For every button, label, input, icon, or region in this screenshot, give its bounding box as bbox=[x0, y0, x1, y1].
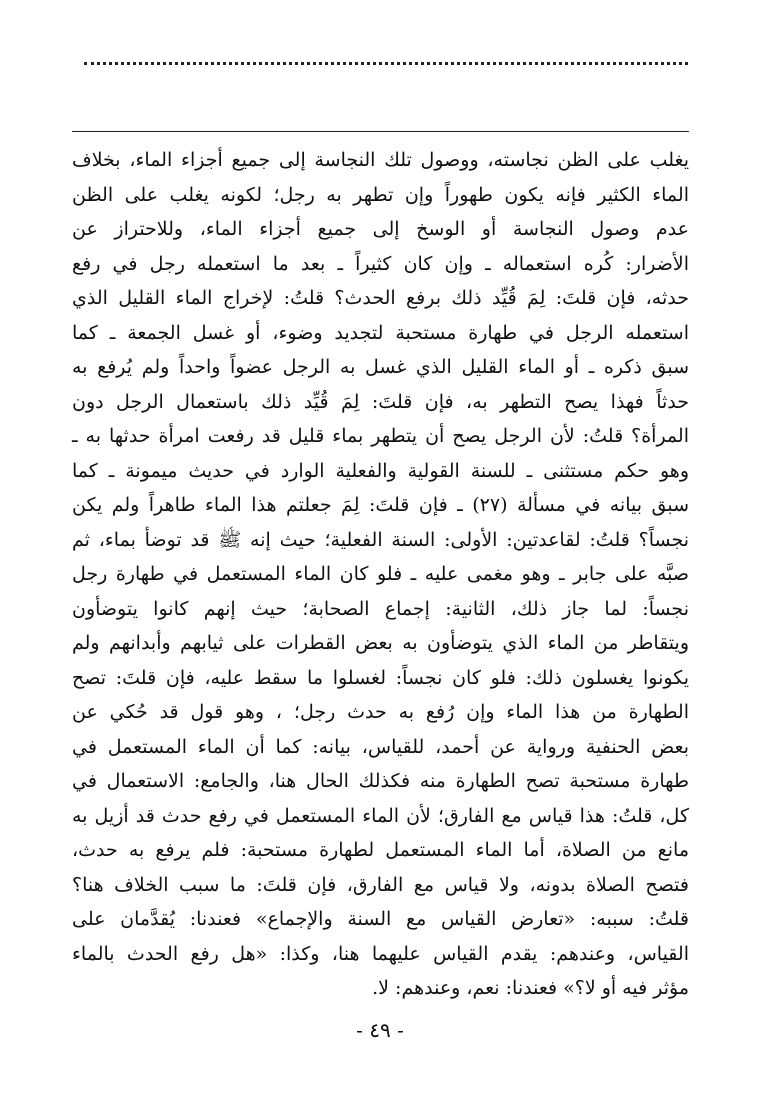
text-line: كل، قلتُ: هذا قياس مع الفارق؛ لأن الماء المستعمل في رفع حدث قد أزيل به bbox=[72, 804, 689, 827]
header-dotted-rule bbox=[84, 62, 688, 65]
text-line: قلتُ: سببه: «تعارض القياس مع السنة والإجماع» فعندنا: يُقدَّمان على bbox=[72, 908, 689, 930]
text-line: مانع من الصلاة، أما الماء المستعمل لطهارة مستحبة: فلم يرفع به حدث، bbox=[72, 839, 689, 861]
text-line: نجساً: لما جاز ذلك، الثانية: إجماع الصحابة؛ حيث إنهم كانوا يتوضأون bbox=[72, 597, 689, 620]
text-line: وهو حكم مستثنى ـ للسنة القولية والفعلية الوارد في حديث ميمونة ـ كما bbox=[72, 459, 689, 482]
body-text bbox=[72, 143, 689, 1006]
text-line: حدثه، فإن قلتَ: لِمَ قُيِّد ذلك برفع الحدث؟ قلتُ: لإخراج الماء القليل الذي bbox=[72, 287, 689, 309]
text-line: طهارة مستحبة تصح الطهارة منه فكذلك الحال هنا، والجامع: الاستعمال في bbox=[72, 770, 689, 792]
text-line: الأضرار: كُره استعماله ـ وإن كان كثيراً ـ بعد ما استعمله رجل في رفع bbox=[72, 252, 689, 275]
text-line: مؤثر فيه أو لا؟» فعندنا: نعم، وعندهم: لا. bbox=[372, 977, 689, 999]
text-line: بعض الحنفية ورواية عن أحمد، للقياس، بيانه: كما أن الماء المستعمل في bbox=[72, 735, 689, 758]
header-separator-rule bbox=[72, 131, 689, 132]
text-line: فتصح الصلاة بدونه، ولا قياس مع الفارق، فإن قلتَ: ما سبب الخلاف هنا؟ bbox=[72, 873, 689, 896]
page-number: - ٤٩ - bbox=[356, 1018, 404, 1042]
text-line: حدثاً فهذا يصح التطهر به، فإن قلتَ: لِمَ قُيِّد ذلك باستعمال الرجل دون bbox=[72, 390, 689, 413]
text-line: القياس، وعندهم: يقدم القياس عليهما هنا، وكذا: «هل رفع الحدث بالماء bbox=[72, 942, 689, 965]
text-line: يكونوا يغسلون ذلك: فلو كان نجساً: لغسلوا ما سقط عليه، فإن قلتَ: تصح bbox=[72, 666, 689, 689]
text-line: سبق ذكره ـ أو الماء القليل الذي غسل به الرجل عضواً واحداً ولم يُرفع به bbox=[72, 356, 689, 378]
text-line: يغلب على الظن نجاسته، ووصول تلك النجاسة إلى جميع أجزاء الماء، بخلاف bbox=[72, 149, 689, 171]
text-line: المرأة؟ قلتُ: لأن الرجل يصح أن يتطهر بماء قليل قد رفعت امرأة حدثها به ـ bbox=[72, 425, 689, 447]
text-line: استعمله الرجل في طهارة مستحبة لتجديد وضوء، أو غسل الجمعة ـ كما bbox=[72, 321, 689, 344]
text-line: ويتقاطر من الماء الذي يتوضأون به بعض القطرات على ثيابهم وأبدانهم ولم bbox=[72, 632, 689, 654]
text-line: نجساً؟ قلتُ: لقاعدتين: الأولى: السنة الفعلية؛ حيث إنه ﷺ قد توضأ بماء، ثم bbox=[72, 528, 689, 551]
text-line: الطهارة من هذا الماء وإن رُفع به حدث رجل؛ ، وهو قول قد حُكي عن bbox=[72, 701, 689, 723]
text-line: صبَّه على جابر ـ وهو مغمى عليه ـ فلو كان الماء المستعمل في طهارة رجل bbox=[72, 563, 689, 585]
text-line: عدم وصول النجاسة أو الوسخ إلى جميع أجزاء الماء، وللاحتراز عن bbox=[72, 218, 689, 240]
text-line: سبق بيانه في مسألة (٢٧) ـ فإن قلتَ: لِمَ جعلتم هذا الماء طاهراً ولم يكن bbox=[72, 494, 689, 516]
text-line: الماء الكثير فإنه يكون طهوراً وإن تطهر به رجل؛ لكونه يغلب على الظن bbox=[72, 183, 689, 206]
